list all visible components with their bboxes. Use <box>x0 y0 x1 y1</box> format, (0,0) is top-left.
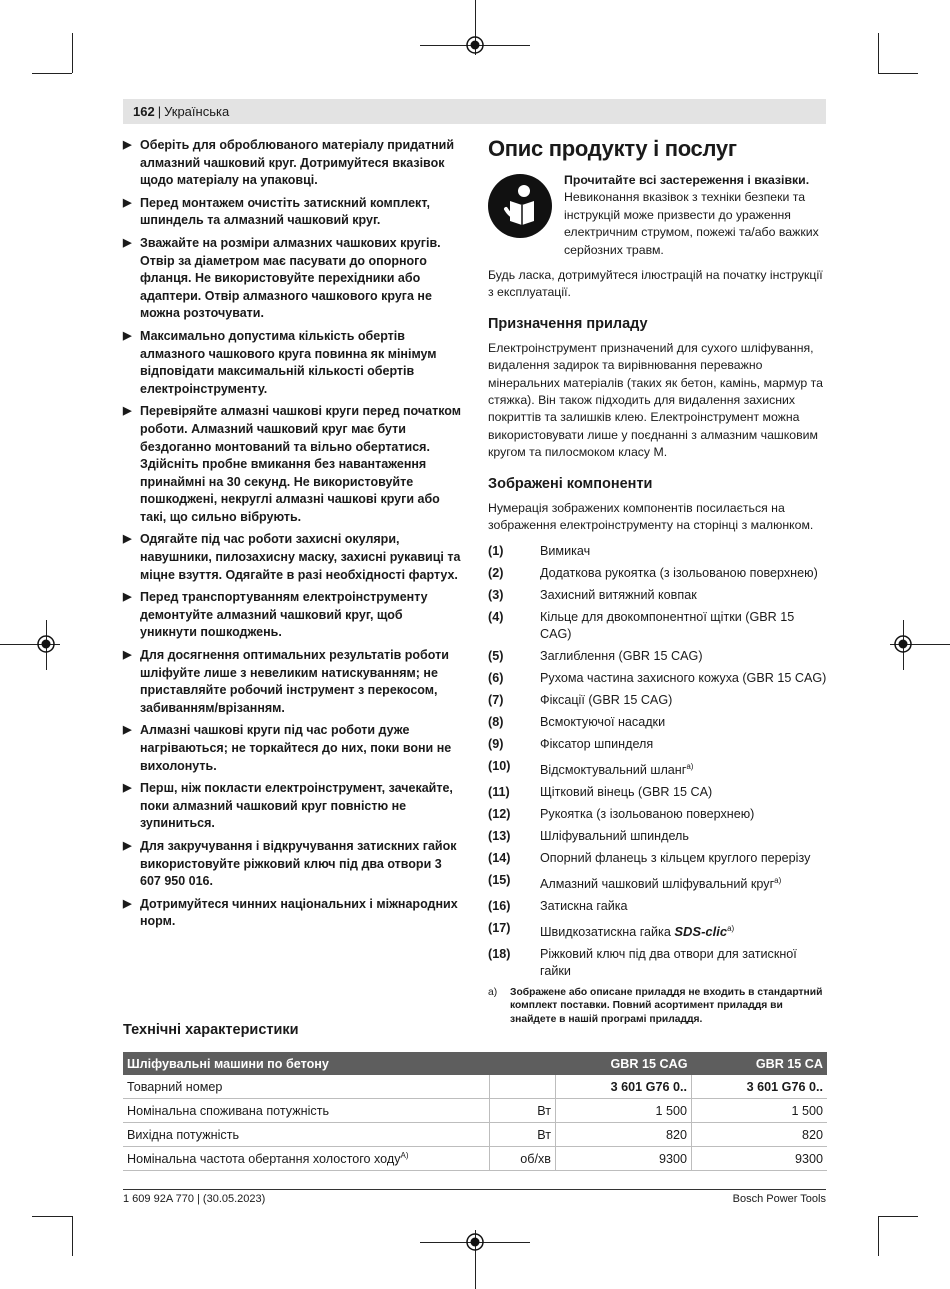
table-header-col1: GBR 15 CAG <box>556 1052 692 1075</box>
component-label: Рухома частина захисного кожуха (GBR 15 CAG) <box>540 670 827 685</box>
component-item <box>488 543 828 560</box>
read-manual-icon <box>488 174 552 238</box>
safety-bullet <box>123 589 463 642</box>
safety-bullet <box>123 531 463 584</box>
safety-bullet <box>123 838 463 891</box>
component-number: (17) <box>488 921 511 936</box>
safety-bullet <box>123 896 463 931</box>
safety-bullet <box>123 780 463 833</box>
component-item <box>488 714 828 731</box>
safety-bullet <box>123 647 463 717</box>
footer-doc-id: 1 609 92A 770 | (30.05.2023) <box>123 1193 266 1205</box>
page-number: 162 <box>133 104 155 119</box>
triangle-right-icon: ▶ <box>123 533 132 546</box>
component-label: Ріжковий ключ під два отвори для затискної гайки <box>540 947 797 979</box>
component-label: Щітковий вінець (GBR 15 CA) <box>540 784 713 799</box>
table-cell-value: 1 500 <box>692 1099 828 1123</box>
crop-mark <box>878 1216 918 1217</box>
safety-bullets <box>123 137 463 936</box>
registration-mark-icon <box>35 633 57 655</box>
component-number: (8) <box>488 714 504 729</box>
safety-bullet-text: Алмазні чашкові круги під час роботи дуже нагріваються; не торкайтеся до них, поки вони не вихолонуть. <box>140 723 452 773</box>
components-list <box>488 543 828 981</box>
component-item <box>488 784 828 801</box>
component-number: (5) <box>488 648 504 663</box>
safety-bullet-text: Зважайте на розміри алмазних чашкових кругів. Отвір за діаметром має пасувати до опорного фланця. Не використовуйте перехідники або адаптери. Отвір алмазного чашкового круга не можна розточувати. <box>140 235 441 321</box>
crop-mark <box>878 33 879 73</box>
safety-bullet-text: Перед монтажем очистіть затискний комплект, шпиндель та алмазний чашковий круг. <box>140 195 430 228</box>
triangle-right-icon: ▶ <box>123 236 132 249</box>
table-row <box>123 1099 827 1123</box>
component-item <box>488 670 828 687</box>
component-label: Кільце для двокомпонентної щітки (GBR 15 CAG) <box>540 609 795 641</box>
purpose-text: Електроінструмент призначений для сухого шліфування, видалення задирок та вирівнювання переважно мінеральних матеріалів (таких як бетон, камінь, мармур та стяжка). Він також підходить для видалення захисних покриттів та залишків клею. Електроінструмент можна використовувати лише у поєднанні з алмазним чашковим кругом та пилосмоком класу М. <box>488 340 823 460</box>
crop-mark <box>72 33 73 73</box>
component-item <box>488 648 828 665</box>
safety-bullet-text: Дотримуйтеся чинних національних і міжнародних норм. <box>140 896 458 929</box>
safety-bullet-text: Максимально допустима кількість обертів алмазного чашкового круга повинна як мінімум відповідати максимальній кількості обертів електроінструменту. <box>140 328 437 396</box>
table-row <box>123 1147 827 1171</box>
component-number: (16) <box>488 899 511 914</box>
component-label: Додаткова рукоятка (з ізольованою поверхнею) <box>540 565 818 580</box>
component-item <box>488 565 828 582</box>
table-cell-name-text: Товарний номер <box>127 1079 223 1094</box>
table-cell-value: 9300 <box>556 1147 692 1171</box>
table-cell-name-text: Вихідна потужність <box>127 1127 240 1142</box>
component-number: (4) <box>488 609 504 624</box>
table-header-row <box>123 1052 827 1075</box>
table-cell-value: 820 <box>692 1123 828 1147</box>
safety-bullet-text: Оберіть для оброблюваного матеріалу придатний алмазний чашковий круг. Дотримуйтеся вказівок щодо матеріалу на упаковці. <box>140 138 455 188</box>
safety-bullet-text: Перш, ніж покласти електроінструмент, зачекайте, поки алмазний чашковий круг повністю не зупиниться. <box>140 781 453 831</box>
footnote-ref: a) <box>727 924 735 934</box>
component-number: (6) <box>488 670 504 685</box>
component-item <box>488 806 828 823</box>
component-label: Фіксації (GBR 15 CAG) <box>540 692 673 707</box>
table-cell-unit: Вт <box>490 1123 556 1147</box>
table-cell-unit: об/хв <box>490 1147 556 1171</box>
safety-bullet <box>123 328 463 398</box>
table-cell-value: 3 601 G76 0.. <box>556 1075 692 1099</box>
table-row <box>123 1075 827 1099</box>
safety-bullet <box>123 722 463 775</box>
components-title: Зображені компоненти <box>488 475 653 492</box>
component-number: (13) <box>488 828 511 843</box>
component-label: Вимикач <box>540 543 591 558</box>
footer-brand: Bosch Power Tools <box>732 1193 826 1205</box>
component-label: Захисний витяжний ковпак <box>540 587 697 602</box>
component-label: Затискна гайка <box>540 899 628 914</box>
table-header-name: Шліфувальні машини по бетону <box>123 1052 490 1075</box>
component-label: Відсмоктувальний шланг <box>540 762 687 777</box>
component-item <box>488 758 828 779</box>
crop-mark <box>32 1216 72 1217</box>
triangle-right-icon: ▶ <box>123 196 132 209</box>
triangle-right-icon: ▶ <box>123 329 132 342</box>
table-cell-name <box>123 1123 490 1147</box>
component-label: Рукоятка (з ізольованою поверхнею) <box>540 806 755 821</box>
component-label: Фіксатор шпинделя <box>540 736 654 751</box>
component-item <box>488 587 828 604</box>
table-header-col2: GBR 15 CA <box>692 1052 828 1075</box>
footnote-text: Зображене або описане приладдя не входить в стандартний комплект поставки. Повний асортимент приладдя ви знайдете в нашій програмі приладдя. <box>510 986 823 1025</box>
component-item <box>488 898 828 915</box>
component-number: (1) <box>488 543 504 558</box>
component-item <box>488 609 828 643</box>
registration-mark-icon <box>892 633 914 655</box>
crop-mark <box>878 73 918 74</box>
component-number: (11) <box>488 784 510 799</box>
component-label: Швидкозатискна гайка <box>540 925 671 940</box>
registration-mark-icon <box>464 34 486 56</box>
page-footer <box>123 1189 826 1205</box>
table-header-unit <box>490 1052 556 1075</box>
component-item <box>488 850 828 867</box>
component-number: (9) <box>488 736 504 751</box>
registration-mark-icon <box>464 1231 486 1253</box>
component-item <box>488 872 828 893</box>
triangle-right-icon: ▶ <box>123 897 132 910</box>
table-cell-unit <box>490 1075 556 1099</box>
component-item <box>488 920 828 941</box>
component-item <box>488 736 828 753</box>
illustrations-note: Будь ласка, дотримуйтеся ілюстрацій на початку інструкції з експлуатації. <box>488 268 823 300</box>
triangle-right-icon: ▶ <box>123 839 132 852</box>
footnote <box>488 986 828 1027</box>
table-cell-name <box>123 1075 490 1099</box>
page-language: Українська <box>164 104 230 119</box>
tech-title: Технічні характеристики <box>123 1022 299 1038</box>
components-intro: Нумерація зображених компонентів посилається на зображення електроінструменту на сторінці з малюнком. <box>488 500 814 533</box>
product-section <box>488 136 828 1026</box>
warning-block <box>488 172 828 259</box>
triangle-right-icon: ▶ <box>123 782 132 795</box>
table-cell-name <box>123 1099 490 1123</box>
section-title: Опис продукту і послуг <box>488 136 737 161</box>
component-item <box>488 692 828 709</box>
component-label: Алмазний чашковий шліфувальний круг <box>540 877 775 892</box>
tech-table <box>123 1052 827 1171</box>
safety-bullet <box>123 235 463 323</box>
table-cell-unit: Вт <box>490 1099 556 1123</box>
warning-title: Прочитайте всі застереження і вказівки. <box>564 173 810 187</box>
safety-bullet-text: Перевіряйте алмазні чашкові круги перед початком роботи. Алмазний чашковий круг має бути бездоганно монтований та вільно обертатися. Здійсніть пробне вмикання без навантаження принаймні на 30 секунд. Не використовуйте пошкоджені, некруглі алмазні чашкові круги або такі, що сильно вібрують. <box>140 404 462 524</box>
footnote-ref: A) <box>400 1150 409 1160</box>
triangle-right-icon: ▶ <box>123 591 132 604</box>
component-number: (10) <box>488 758 511 773</box>
triangle-right-icon: ▶ <box>123 139 132 151</box>
triangle-right-icon: ▶ <box>123 649 132 662</box>
component-number: (18) <box>488 947 511 962</box>
triangle-right-icon: ▶ <box>123 724 132 737</box>
purpose-title: Призначення приладу <box>488 315 648 332</box>
component-number: (7) <box>488 692 504 707</box>
component-label: Шліфувальний шпиндель <box>540 828 689 843</box>
table-cell-value: 1 500 <box>556 1099 692 1123</box>
triangle-right-icon: ▶ <box>123 405 132 418</box>
table-cell-value: 3 601 G76 0.. <box>692 1075 828 1099</box>
table-cell-value: 820 <box>556 1123 692 1147</box>
safety-bullet <box>123 137 463 190</box>
warning-text: Невиконання вказівок з техніки безпеки та інструкцій може призвести до ураження електричним струмом, пожежі та/або важких серйозних травм. <box>564 190 819 257</box>
safety-bullet-text: Для досягнення оптимальних результатів роботи шліфуйте лише з невеликим натискуванням; не приставляйте робочий інструмент з перекосом, забиванням/врізанням. <box>140 648 449 715</box>
component-label: Всмоктуючої насадки <box>540 714 666 729</box>
page-header: 162 | Українська <box>123 99 826 124</box>
component-number: (3) <box>488 587 504 602</box>
component-item <box>488 828 828 845</box>
crop-mark <box>72 1216 73 1256</box>
safety-bullet <box>123 195 463 230</box>
safety-bullet-text: Перед транспортуванням електроінструменту демонтуйте алмазний чашковий круг, щоб уникнути пошкоджень. <box>140 590 428 640</box>
footnote-ref: a) <box>686 761 694 771</box>
safety-bullet-text: Одягайте під час роботи захисні окуляри, навушники, пилозахисну маску, захисні рукавиці та міцне взуття. Одягайте в разі необхідності фартух. <box>140 532 461 582</box>
table-row <box>123 1123 827 1147</box>
crop-mark <box>32 73 72 74</box>
footnote-ref: a) <box>774 875 782 885</box>
component-number: (15) <box>488 872 511 887</box>
table-cell-name-text: Номінальна споживана потужність <box>127 1103 330 1118</box>
table-cell-value: 9300 <box>692 1147 828 1171</box>
footnote-mark: a) <box>488 986 498 998</box>
safety-bullet <box>123 403 463 526</box>
safety-bullet-text: Для закручування і відкручування затискних гайок використовуйте ріжковий ключ під два отвори 3 607 950 016. <box>140 838 457 889</box>
component-number: (2) <box>488 565 504 580</box>
table-cell-name-text: Номінальна частота обертання холостого ходу <box>127 1152 401 1167</box>
component-label: Заглиблення (GBR 15 CAG) <box>540 648 703 663</box>
component-label: Опорний фланець з кільцем круглого перерізу <box>540 850 811 865</box>
component-number: (12) <box>488 806 511 821</box>
component-item <box>488 946 828 980</box>
crop-mark <box>878 1216 879 1256</box>
table-cell-name <box>123 1147 490 1171</box>
component-number: (14) <box>488 850 511 865</box>
sds-clic-logo: SDS-clic <box>674 924 728 940</box>
